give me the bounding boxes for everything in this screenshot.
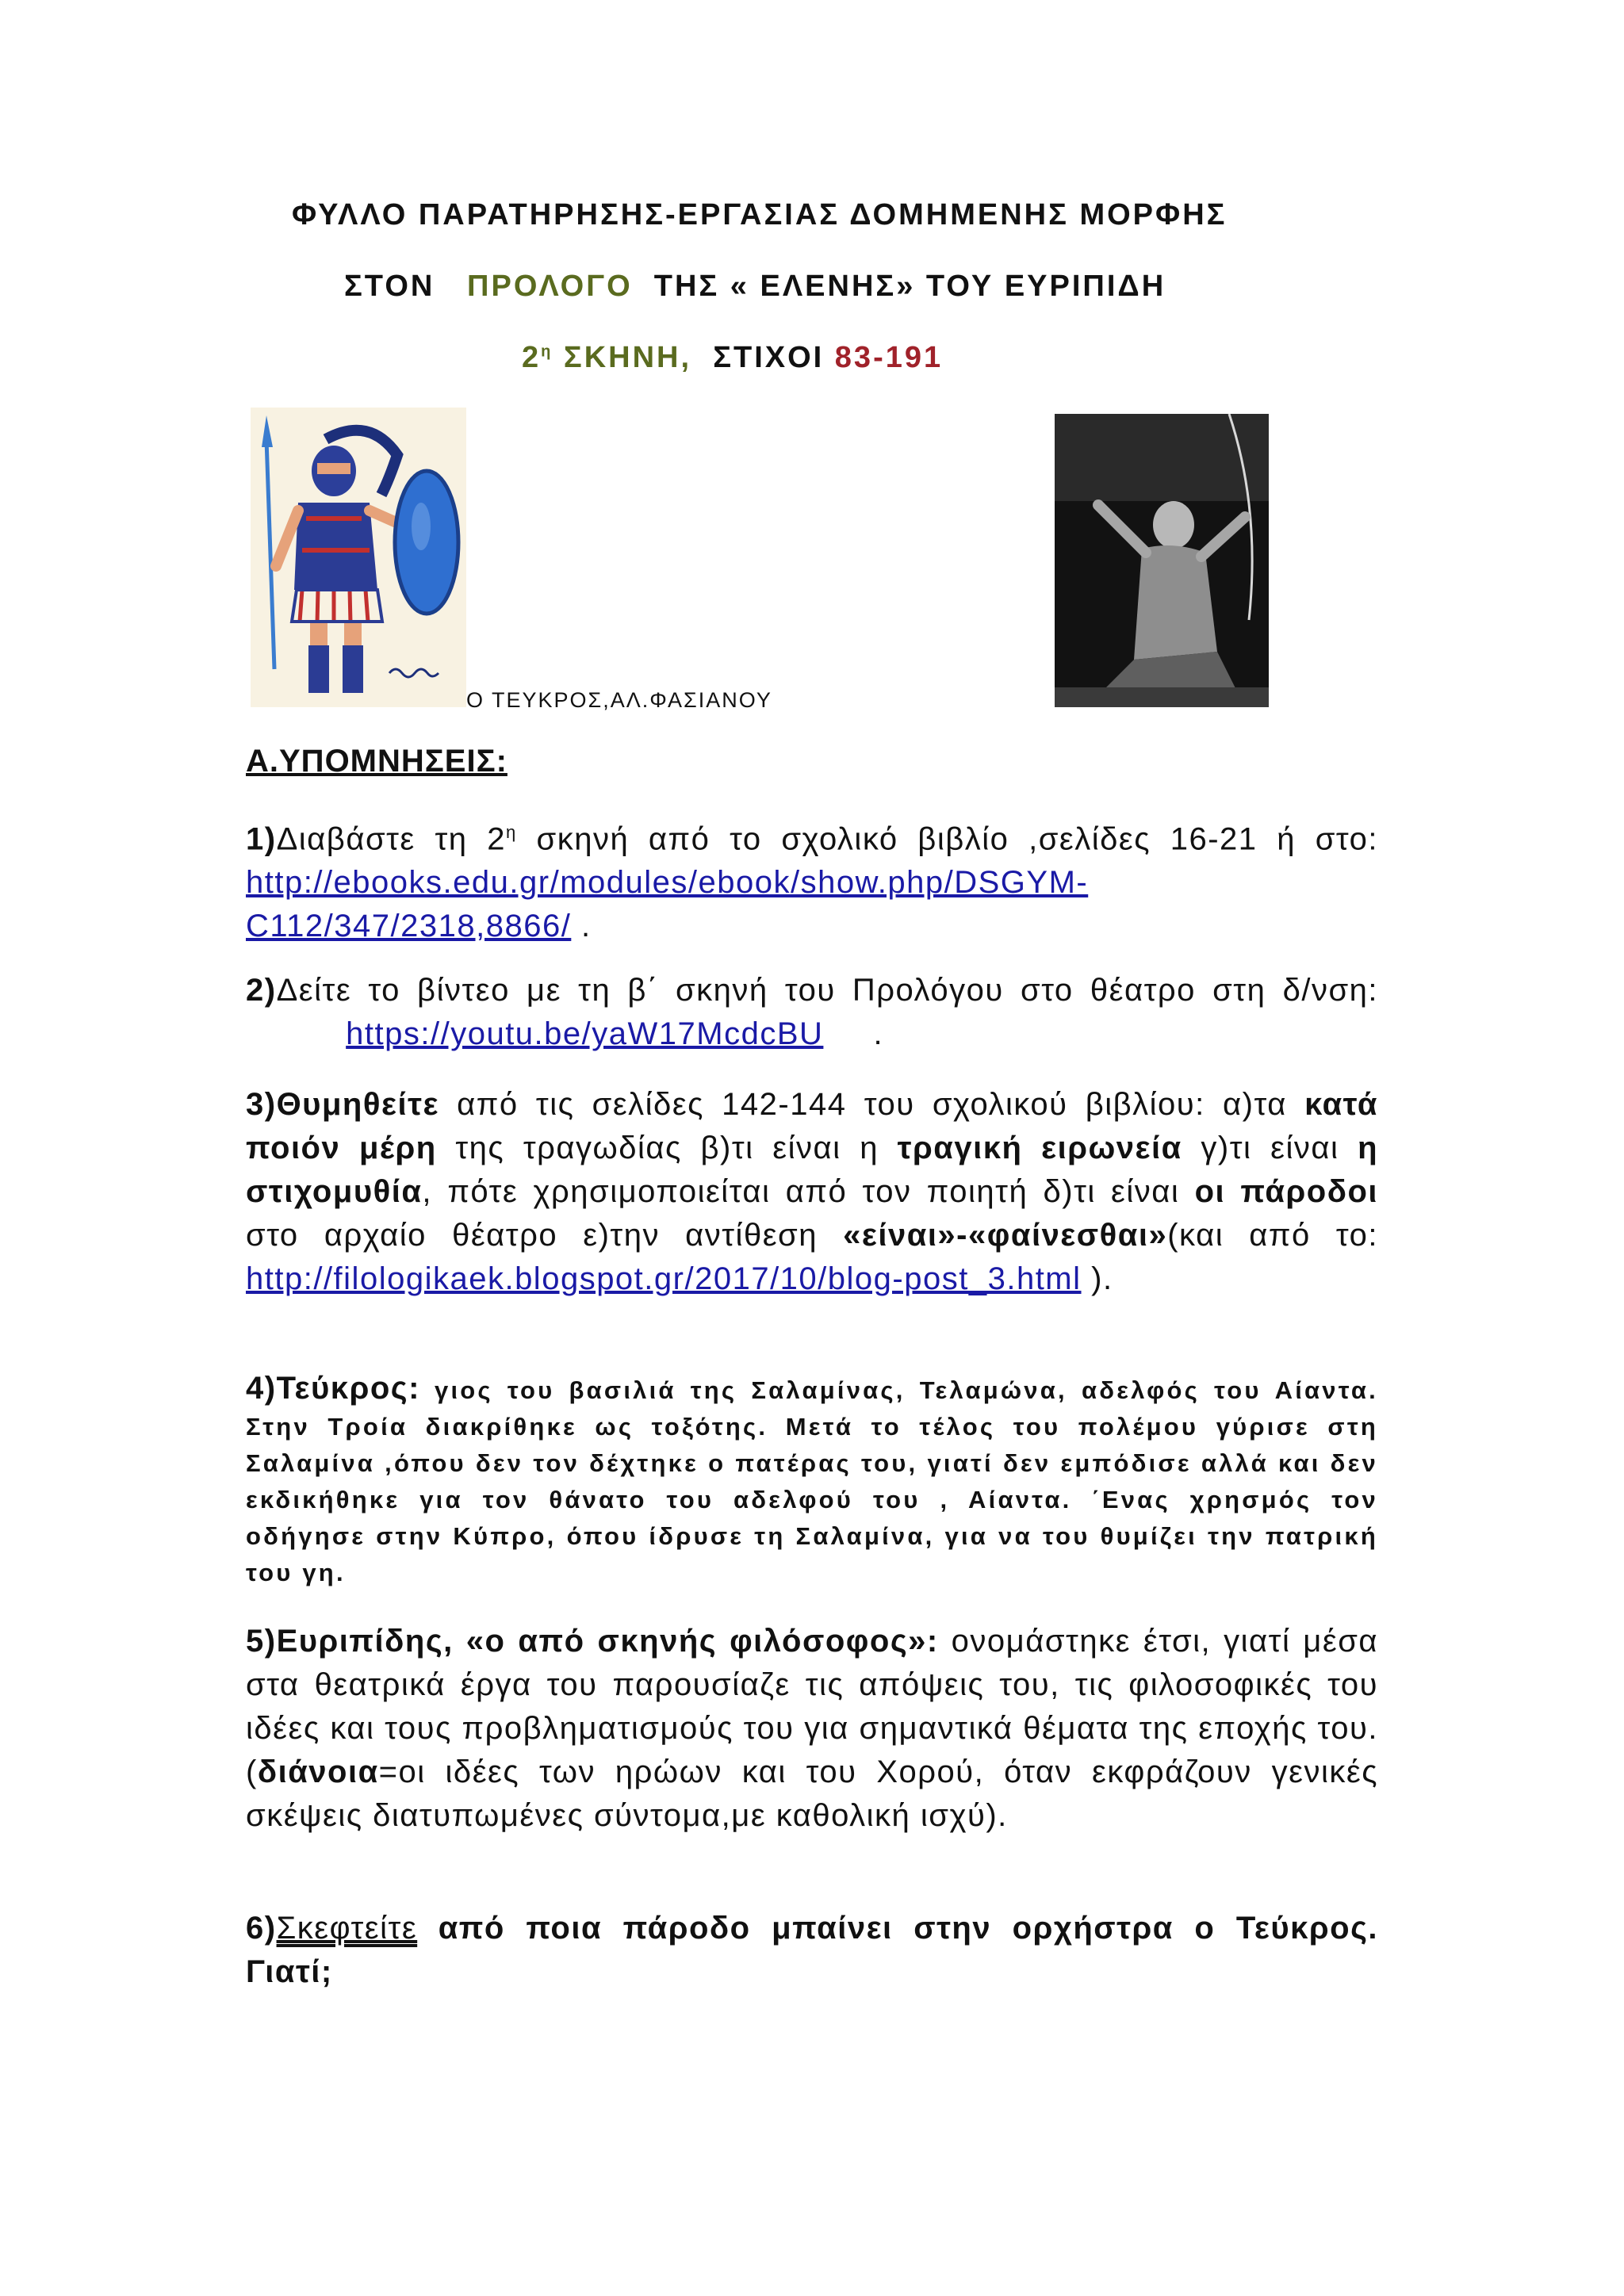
item-3-text-c: γ)τι είναι — [1182, 1131, 1358, 1165]
item-3-number: 3)Θυμηθείτε — [246, 1087, 439, 1122]
item-4-number: 4)Τεύκρος: — [246, 1371, 420, 1406]
scene-sup: η — [541, 342, 553, 361]
item-5-text-a: ονομάστηκε έτσι, γιατί μέσα στα θεατρικά έργα του παρουσίαζε τις απόψεις του, τις φιλοσοφικές του ιδέες και τους προβληματισμούς του για σημαντικά θέματα της εποχής του.( — [246, 1624, 1378, 1789]
item-3-text-d: , πότε χρησιμοποιείται από τον ποιητή δ)τι είναι — [422, 1174, 1195, 1209]
verses-label: ΣΤΙΧΟΙ — [713, 341, 825, 374]
item-3-text-f: (και από το: — [1167, 1218, 1378, 1253]
item-1-text-c: . — [571, 909, 592, 944]
title-text-1: ΦΥΛΛΟ ΠΑΡΑΤΗΡΗΣΗΣ-ΕΡΓΑΣΙΑΣ ΔΟΜΗΜΕΝΗΣ ΜΟΡΦΗΣ — [292, 198, 1228, 232]
item-6-underlined: Σκεφτείτε — [276, 1911, 418, 1946]
image-caption: Ο ΤΕΥΚΡΟΣ,ΑΛ.ΦΑΣΙΑΝΟΥ — [466, 688, 772, 712]
item-3 — [246, 1083, 1378, 1301]
title-word-ston: ΣΤΟΝ — [344, 270, 435, 303]
item-3-text-a: από τις σελίδες 142-144 του σχολικού βιβλίου: α)τα — [439, 1087, 1305, 1122]
item-5-number: 5)Ευριπίδης, «ο από σκηνής φιλόσοφος»: — [246, 1624, 939, 1659]
blog-link[interactable]: http://filologikaek.blogspot.gr/2017/10/blog-post_3.html — [246, 1261, 1082, 1296]
item-2-text-b: . — [863, 1016, 884, 1051]
title-line-3 — [522, 341, 943, 375]
teucer-illustration-svg — [251, 408, 466, 707]
item-4-text: γιος του βασιλιά της Σαλαμίνας, Τελαμώνα, αδελφός του Αίαντα. Στην Τροία διακρίθηκε ως τοξότης. Μετά το τέλος του πολέμου γύρισε στη Σαλαμίνα ,όπου δεν τον δέχτηκε ο πατέρας του, γιατί δεν εμπόδισε αλλά και δεν εκδικήθηκε για τον θάνατο του αδελφού του , Αίαντα. ΄Ενας χρησμός τον οδήγησε στην Κύπρο, όπου ίδρυσε τη Σαλαμίνα, για να του θυμίζει την πατρική του γη. — [246, 1376, 1378, 1586]
item-6-number: 6) — [246, 1911, 277, 1946]
item-1-text-b: σκηνή από το σχολικό βιβλίο ,σελίδες 16-21 ή στο: — [516, 821, 1379, 857]
item-3-bold-d: οι πάροδοι — [1194, 1174, 1378, 1209]
item-5 — [246, 1620, 1378, 1838]
item-4 — [246, 1370, 1378, 1591]
item-1-sup: η — [506, 822, 517, 842]
item-2-text-a: Δείτε το βίντεο με τη β΄ σκηνή του Προλόγου στο θέατρο στη δ/νση: — [276, 973, 1378, 1008]
scene-number: 2 — [522, 341, 542, 374]
title-word-prologo: ΠΡΟΛΟΓΟ — [467, 270, 633, 303]
ebook-link[interactable]: http://ebooks.edu.gr/modules/ebook/show.php/DSGYM-C112/347/2318,8866/ — [246, 865, 1089, 944]
item-3-bold-a: κατά ποιόν μέρη — [246, 1087, 1378, 1165]
item-1-number: 1) — [246, 821, 277, 857]
item-3-text-e: στο αρχαίο θέατρο ε)την αντίθεση — [246, 1218, 844, 1253]
theatre-photo — [1055, 414, 1269, 707]
youtube-link[interactable]: https://youtu.be/yaW17McdcBU — [346, 1016, 824, 1051]
title-line-2 — [344, 270, 1166, 304]
item-3-bold-b: τραγική ειρωνεία — [897, 1131, 1182, 1165]
teucer-illustration — [251, 408, 466, 707]
section-heading: Α.ΥΠΟΜΝΗΣΕΙΣ: — [246, 744, 508, 779]
item-5-text-b: =οι ιδέες των ηρώων και του Χορού, όταν εκφράζουν γενικές σκέψεις διατυπωμένες σύντομα,με καθολική ισχύ). — [246, 1755, 1378, 1833]
title-line-1 — [292, 198, 1227, 232]
title-word-elenis: ΤΗΣ « ΕΛΕΝΗΣ» ΤΟΥ ΕΥΡΙΠΙΔΗ — [653, 270, 1166, 303]
theatre-photo-svg — [1055, 414, 1269, 707]
item-2 — [246, 969, 1378, 1056]
item-5-bold: διάνοια — [257, 1755, 379, 1789]
item-6-bold: από ποια πάροδο μπαίνει στην ορχήστρα ο Τεύκρος. Γιατί; — [246, 1911, 1378, 1989]
item-1 — [246, 810, 1378, 948]
item-6 — [246, 1907, 1378, 1994]
item-3-bold-c: η στιχομυθία — [246, 1131, 1378, 1209]
item-3-bold-e: «είναι»-«φαίνεσθαι» — [843, 1218, 1168, 1253]
verses-range: 83-191 — [834, 341, 944, 374]
item-2-number: 2) — [246, 973, 277, 1008]
item-1-text-a: Διαβάστε τη 2 — [276, 821, 507, 857]
scene-label: ΣΚΗΝΗ, — [553, 341, 692, 374]
item-3-text-b: της τραγωδίας β)τι είναι η — [436, 1131, 898, 1165]
item-3-text-g: ). — [1081, 1261, 1113, 1296]
